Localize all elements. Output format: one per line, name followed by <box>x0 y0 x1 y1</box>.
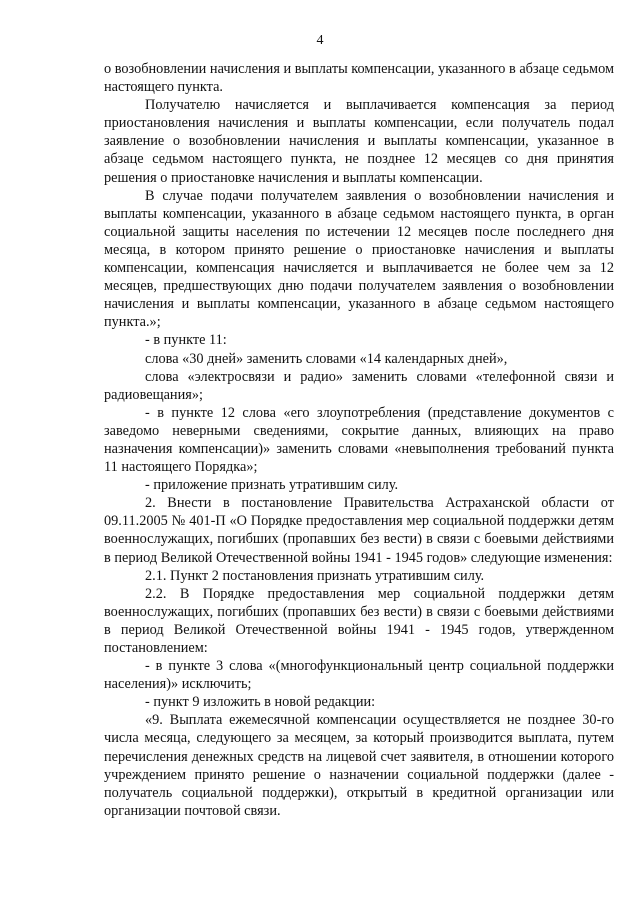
paragraph-2-2: 2.2. В Порядке предоставления мер социальной поддержки детям военнослужащих, погибших (пропавших без вести) в связи с боевыми действиями в период Великой Отечественной войны 1941 - 1945 годов, утвержденном постановлением: <box>104 585 614 656</box>
paragraph-continuation: о возобновлении начисления и выплаты компенсации, указанного в абзаце седьмом настоящего пункта. <box>104 61 614 96</box>
paragraph-30-days: слова «30 дней» заменить словами «14 календарных дней», <box>145 350 508 367</box>
paragraph-item-9-text: «9. Выплата ежемесячной компенсации осуществляется не позднее 30-го числа месяца, следующего за месяцем, за который производится выплата, путем перечисления денежных средств на лицевой счет заявителя, в отношении которого учреждением принято решение о назначении социальной поддержки (далее - получатель социальной поддержки), открытый в кредитной организации или организации почтовой связи. <box>104 712 614 819</box>
document-body <box>104 60 614 820</box>
paragraph-item-11: - в пункте 11: <box>145 332 227 349</box>
paragraph-appendix: - приложение признать утратившим силу. <box>145 477 399 494</box>
paragraph-late-application: В случае подачи получателем заявления о возобновлении начисления и выплаты компенсации, указанного в абзаце седьмом настоящего пункта, в орган социальной защиты населения по истечении 12 месяцев после последнего дня месяца, в котором принято решение о приостановке начисления и выплаты компенсации, компенсация начисляется и выплачивается не более чем за 12 месяцев, предшествующих дню подачи получателем заявления о возобновлении начисления и выплаты компенсации, указанного в абзаце седьмом настоящего пункта.»; <box>104 187 614 331</box>
paragraph-item-12: - в пункте 12 слова «его злоупотребления (представление документов с заведомо неверными сведениями, сокрытие данных, влияющих на право назначения компенсации)» заменить словами «невыполнения требований пункта 11 настоящего Порядка»; <box>104 404 614 476</box>
paragraph-2-1: 2.1. Пункт 2 постановления признать утратившим силу. <box>145 567 485 584</box>
paragraph-compensation-period: Получателю начисляется и выплачивается компенсация за период приостановления начисления и выплаты компенсации, если получатель подал заявление о возобновлении начисления и выплаты компенсации, указанное в абзаце седьмом настоящего пункта, не позднее 12 месяцев со дня принятия решения о приостановке начисления и выплаты компенсации. <box>104 97 614 186</box>
paragraph-item-3: - в пункте 3 слова «(многофункциональный центр социальной поддержки населения)» исключить; <box>104 658 614 693</box>
paragraph-section-2: 2. Внести в постановление Правительства Астраханской области от 09.11.2005 № 401-П «О Порядке предоставления мер социальной поддержки детям военнослужащих, погибших (пропавших без вести) в связи с боевыми действиями в период Великой Отечественной войны 1941 - 1945 годов» следующие изменения: <box>104 495 614 566</box>
paragraph-item-9: - пункт 9 изложить в новой редакции: <box>145 694 376 711</box>
paragraph-telecom: слова «электросвязи и радио» заменить словами «телефонной связи и радиовещания»; <box>104 368 614 403</box>
page-number: 4 <box>316 33 324 48</box>
